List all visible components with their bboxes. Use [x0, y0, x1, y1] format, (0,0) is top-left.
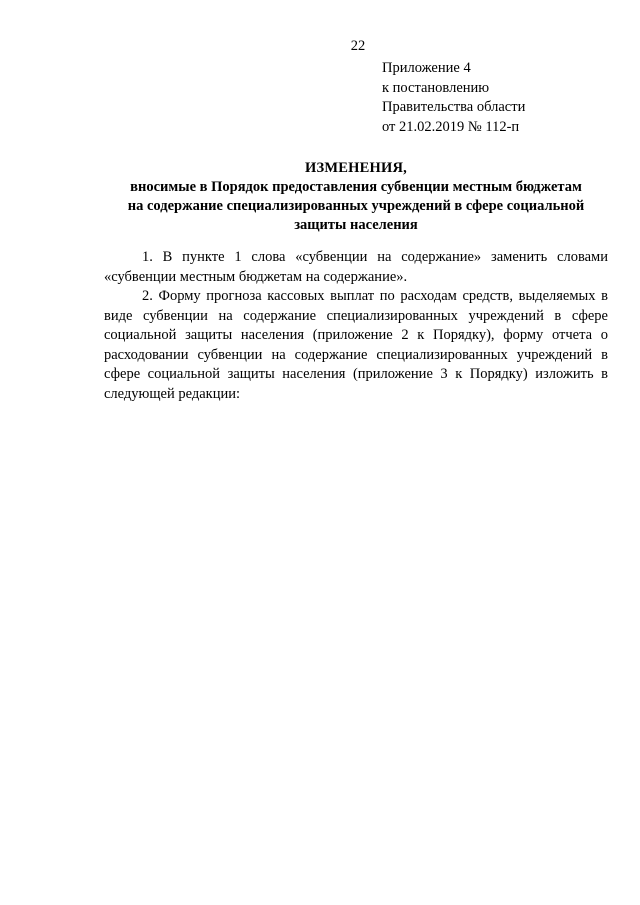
title-heading: ИЗМЕНЕНИЯ, — [305, 160, 407, 176]
title-subtitle-line-2: на содержание специализированных учреждений в сфере социальной — [127, 198, 585, 214]
appendix-title: Приложение 4 — [382, 60, 471, 76]
title-subtitle-line-3: защиты населения — [294, 217, 418, 233]
page-number: 22 — [350, 38, 366, 54]
document-title — [104, 159, 608, 235]
document-body — [104, 248, 608, 404]
appendix-header — [382, 59, 602, 137]
appendix-reference: к постановлению — [382, 79, 490, 96]
paragraph-2: 2. Форму прогноза кассовых выплат по расходам средств, выделяемых в виде субвенции на содержание специализированных учреждений в сфере социальной защиты населения (приложение 2 к Порядку), форму отчета о расходовании субвенции на содержание специализированных учреждений в сфере социальной защиты населения (приложение 3 к Порядку) изложить в следующей редакции: — [104, 288, 608, 402]
paragraph-1: 1. В пункте 1 слова «субвенции на содержание» заменить словами «субвенции местным бюджетам на содержание». — [104, 249, 608, 285]
appendix-date-number: от 21.02.2019 № 112-п — [382, 118, 520, 135]
appendix-issuer: Правительства области — [382, 99, 526, 115]
title-subtitle-line-1: вносимые в Порядок предоставления субвенции местным бюджетам — [130, 179, 582, 195]
